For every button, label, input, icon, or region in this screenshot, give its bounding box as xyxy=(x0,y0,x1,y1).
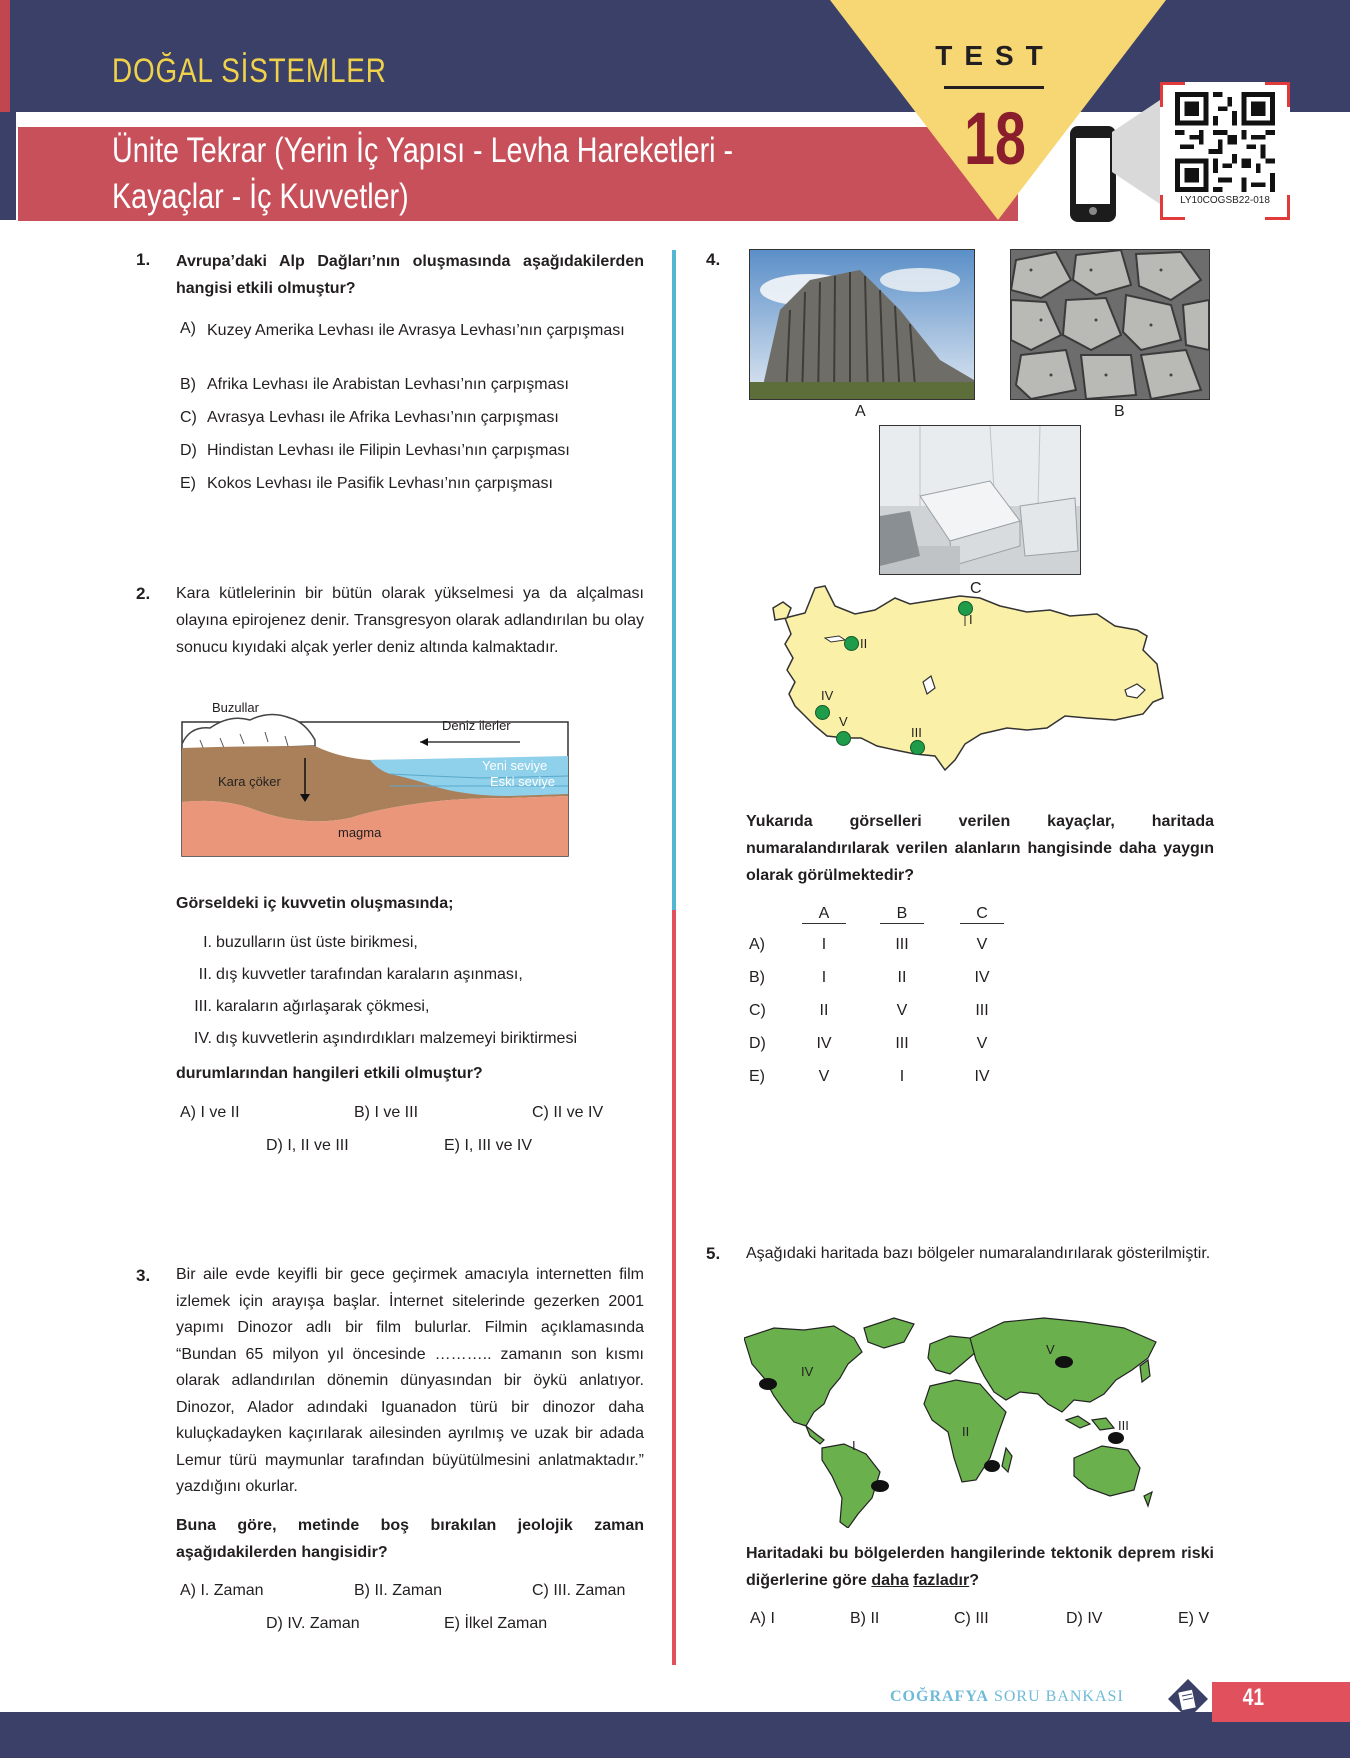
footer-book-title xyxy=(890,1688,1124,1706)
column-divider-bottom xyxy=(672,910,676,1665)
q4-cell: V xyxy=(896,1001,908,1019)
q3-option-c[interactable]: C) III. Zaman xyxy=(532,1582,626,1599)
q1-option-b-key[interactable]: B) xyxy=(180,376,196,393)
map-label-II: II xyxy=(860,636,868,651)
column-divider-top xyxy=(672,250,676,910)
q2-item-3-text: karaların ağırlaşarak çökmesi, xyxy=(216,998,430,1015)
q4-option-key[interactable]: E) xyxy=(749,1067,765,1085)
diagram-land-sinks-label: Kara çöker xyxy=(218,774,281,789)
q1-option-e-key[interactable]: E) xyxy=(180,475,196,492)
map-point-II xyxy=(844,636,859,651)
map-point-III xyxy=(910,740,925,755)
q5-number: 5. xyxy=(706,1244,721,1263)
q2-lead: Görseldeki iç kuvvetin oluşmasında; xyxy=(176,895,454,912)
diagram-new-level-label: Yeni seviye xyxy=(482,758,548,773)
q4-cell: I xyxy=(821,935,827,953)
footer-book-title-rest: SORU BANKASI xyxy=(988,1688,1124,1705)
q1-number: 1. xyxy=(136,250,151,269)
q2-item-4-text: dış kuvvetlerin aşındırdıkları malzemeyi biriktirmesi xyxy=(216,1030,577,1047)
world-label-II: II xyxy=(962,1424,970,1439)
photo-b-label: B xyxy=(1114,403,1125,420)
map-label-III: III xyxy=(911,725,922,740)
world-label-IV: IV xyxy=(801,1364,814,1379)
phone-screen xyxy=(1076,138,1110,204)
diagram-old-level-label: Eski seviye xyxy=(490,774,556,789)
q2-number: 2. xyxy=(136,584,151,603)
q4-cell: I xyxy=(899,1067,905,1085)
test-label: TEST xyxy=(935,40,1055,71)
q3-option-e[interactable]: E) İlkel Zaman xyxy=(444,1615,548,1632)
q4-cell: III xyxy=(975,1001,989,1019)
q2-option-e[interactable]: E) I, III ve IV xyxy=(444,1137,533,1154)
q4-cell: I xyxy=(821,968,827,986)
q5-question-prefix: Haritadaki bu bölgelerden hangilerinde tektonik deprem riski diğerlerine göre xyxy=(746,1545,1214,1589)
q5-question-underline-1: daha xyxy=(871,1572,909,1589)
q4-cell: IV xyxy=(974,1067,990,1085)
q2-item-1-text: buzulların üst üste birikmesi, xyxy=(216,934,418,951)
test-number: 18 xyxy=(964,97,1026,180)
world-label-I: I xyxy=(852,1438,856,1453)
q2-option-b[interactable]: B) I ve III xyxy=(354,1104,419,1121)
qr-caption: LY10COGSB22-018 xyxy=(1180,195,1270,206)
q4-cell: V xyxy=(976,1034,988,1052)
q5-option-d[interactable]: D) IV xyxy=(1066,1610,1103,1627)
photo-b-granite xyxy=(1010,249,1210,400)
header-side-strip xyxy=(0,112,16,220)
diagram-magma-label: magma xyxy=(338,825,382,840)
q4-option-e[interactable] xyxy=(748,1060,1022,1093)
q5-question xyxy=(746,1540,1214,1594)
q1-option-a-text[interactable]: Kuzey Amerika Levhası ile Avrasya Levhası’nın çarpışması xyxy=(207,322,625,339)
map-label-C: C xyxy=(970,580,982,597)
q4-cell: IV xyxy=(816,1034,832,1052)
q2-option-a[interactable]: A) I ve II xyxy=(180,1104,240,1121)
q4-cell: II xyxy=(897,968,907,986)
q4-question: Yukarıda görselleri verilen kayaçlar, haritada numaralandırılarak verilen alanların hangisinde daha yaygın olarak görülmektedir? xyxy=(746,813,1214,884)
q1-option-d-text[interactable]: Hindistan Levhası ile Filipin Levhası’nın çarpışması xyxy=(207,442,570,459)
q2-item-2-text: dış kuvvetler tarafından karaların aşınması, xyxy=(216,966,523,983)
map-label-V: V xyxy=(839,714,848,729)
map-label-I: I xyxy=(969,612,973,627)
q3-option-b[interactable]: B) II. Zaman xyxy=(354,1582,443,1599)
q4-option-key[interactable]: A) xyxy=(749,935,765,953)
q5-text: Aşağıdaki haritada bazı bölgeler numaralandırılarak gösterilmiştir. xyxy=(746,1245,1211,1262)
q4-header-b: B xyxy=(880,905,924,924)
q4-option-d[interactable] xyxy=(748,1027,1022,1060)
footer-bar xyxy=(0,1712,1350,1758)
q4-header-a: A xyxy=(802,905,846,924)
q1-option-e-text[interactable]: Kokos Levhası ile Pasifik Levhası’nın çarpışması xyxy=(207,475,553,492)
q1-option-d-key[interactable]: D) xyxy=(180,442,197,459)
photo-c-marble xyxy=(879,425,1081,575)
q4-option-key[interactable]: C) xyxy=(749,1001,766,1019)
q2-text: Kara kütlelerinin bir bütün olarak yükselmesi ya da alçalması olayına epirojenez denir. Transgresyon olarak adlandırılan bu olay sonucu kıyıdaki alçak yerler deniz altında kalmaktadır. xyxy=(176,585,644,656)
q4-cell: V xyxy=(976,935,988,953)
world-map xyxy=(744,1308,1166,1528)
q3-text: Bir aile evde keyifli bir gece geçirmek amacıyla internetten film izlemek için arayışa başlar. İnternet sitelerinde gezerken 2001 yapımı Dinozor adlı bir film bulurlar. Filmin açıklamasında “Bundan 65 milyon yıl öncesinde ……….. zamanın son kısmı olarak adlandırılan dönemin dünyasından bir öykü anlatıyor. Dinozor, Alador adındaki Iguanadon türü bir dinozor daha kuluçkadayken kaçırılarak ailesinden ayrılmış ve uzak bir adada Lemur türü maymunlar tarafından büyütülmesini anlatmaktadır.” yazdığını okurlar. xyxy=(176,1266,644,1495)
page-number: 41 xyxy=(1242,1684,1265,1711)
q1-option-c-key[interactable]: C) xyxy=(180,409,197,426)
phone-button-icon xyxy=(1089,207,1097,215)
q4-cell: II xyxy=(819,1001,829,1019)
q2-item-4-num: IV. xyxy=(193,1030,212,1047)
q4-header-c: C xyxy=(960,905,1004,924)
q2-item-3-num: III. xyxy=(194,998,212,1015)
footer-book-title-bold: COĞRAFYA xyxy=(890,1688,989,1705)
unit-title: Ünite Tekrar (Yerin İç Yapısı - Levha Hareketleri - Kayaçlar - İç Kuvvetler) xyxy=(112,131,734,216)
q4-option-a[interactable] xyxy=(748,928,1022,961)
q4-cell: III xyxy=(895,1034,909,1052)
q5-question-suffix: ? xyxy=(969,1572,979,1589)
footer-page-tab xyxy=(1212,1682,1350,1722)
q2-option-d[interactable]: D) I, II ve III xyxy=(266,1137,349,1154)
qr-code-icon[interactable] xyxy=(1172,92,1278,192)
map-label-IV: IV xyxy=(821,688,834,703)
test-divider xyxy=(944,86,1044,89)
q3-number: 3. xyxy=(136,1266,151,1285)
q3-question: Buna göre, metinde boş bırakılan jeolojik zaman aşağıdakilerden hangisidir? xyxy=(176,1517,644,1561)
q4-option-b[interactable] xyxy=(748,961,1022,994)
q1-option-b-text[interactable]: Afrika Levhası ile Arabistan Levhası’nın çarpışması xyxy=(207,376,569,393)
q4-cell: IV xyxy=(974,968,990,986)
q2-option-c[interactable]: C) II ve IV xyxy=(532,1104,604,1121)
q5-option-c[interactable]: C) III xyxy=(954,1610,989,1627)
photo-a-label: A xyxy=(855,403,866,420)
q3-option-d[interactable]: D) IV. Zaman xyxy=(266,1615,360,1632)
book-icon xyxy=(1166,1677,1210,1721)
q4-option-c[interactable] xyxy=(748,994,1022,1027)
header-accent-strip xyxy=(0,0,10,112)
q4-cell: V xyxy=(818,1067,830,1085)
q4-option-key[interactable]: B) xyxy=(749,968,765,986)
diagram-glaciers-label: Buzullar xyxy=(212,700,259,715)
map-point-IV xyxy=(815,705,830,720)
q1-stem: Avrupa’daki Alp Dağları’nın oluşmasında aşağıdakilerden hangisi etkili olmuştur? xyxy=(176,253,644,297)
q5-option-a[interactable]: A) I xyxy=(750,1610,775,1627)
world-label-III: III xyxy=(1118,1418,1129,1433)
diagram-sea-advances-label: Deniz ilerler xyxy=(442,718,511,733)
q4-option-key[interactable]: D) xyxy=(749,1034,766,1052)
map-point-V xyxy=(836,731,851,746)
world-label-V: V xyxy=(1046,1342,1055,1357)
turkey-map xyxy=(765,578,1185,778)
q1-option-a-key[interactable]: A) xyxy=(180,320,196,337)
q4-cell: III xyxy=(895,935,909,953)
q1-option-c-text[interactable]: Avrasya Levhası ile Afrika Levhası’nın çarpışması xyxy=(207,409,559,426)
q5-question-underline-2: fazladır xyxy=(913,1572,970,1589)
q3-option-a[interactable]: A) I. Zaman xyxy=(180,1582,264,1599)
q2-question: durumlarından hangileri etkili olmuştur? xyxy=(176,1065,483,1082)
photo-a-basalt xyxy=(749,249,975,400)
q4-number: 4. xyxy=(706,250,721,269)
q4-answer-table xyxy=(748,900,1022,1093)
q2-item-1-num: I. xyxy=(203,934,212,951)
subject-title: DOĞAL SİSTEMLER xyxy=(112,52,387,90)
q5-option-b[interactable]: B) II xyxy=(850,1610,880,1627)
q2-item-2-num: II. xyxy=(198,966,212,983)
q5-option-e[interactable]: E) V xyxy=(1178,1610,1210,1627)
